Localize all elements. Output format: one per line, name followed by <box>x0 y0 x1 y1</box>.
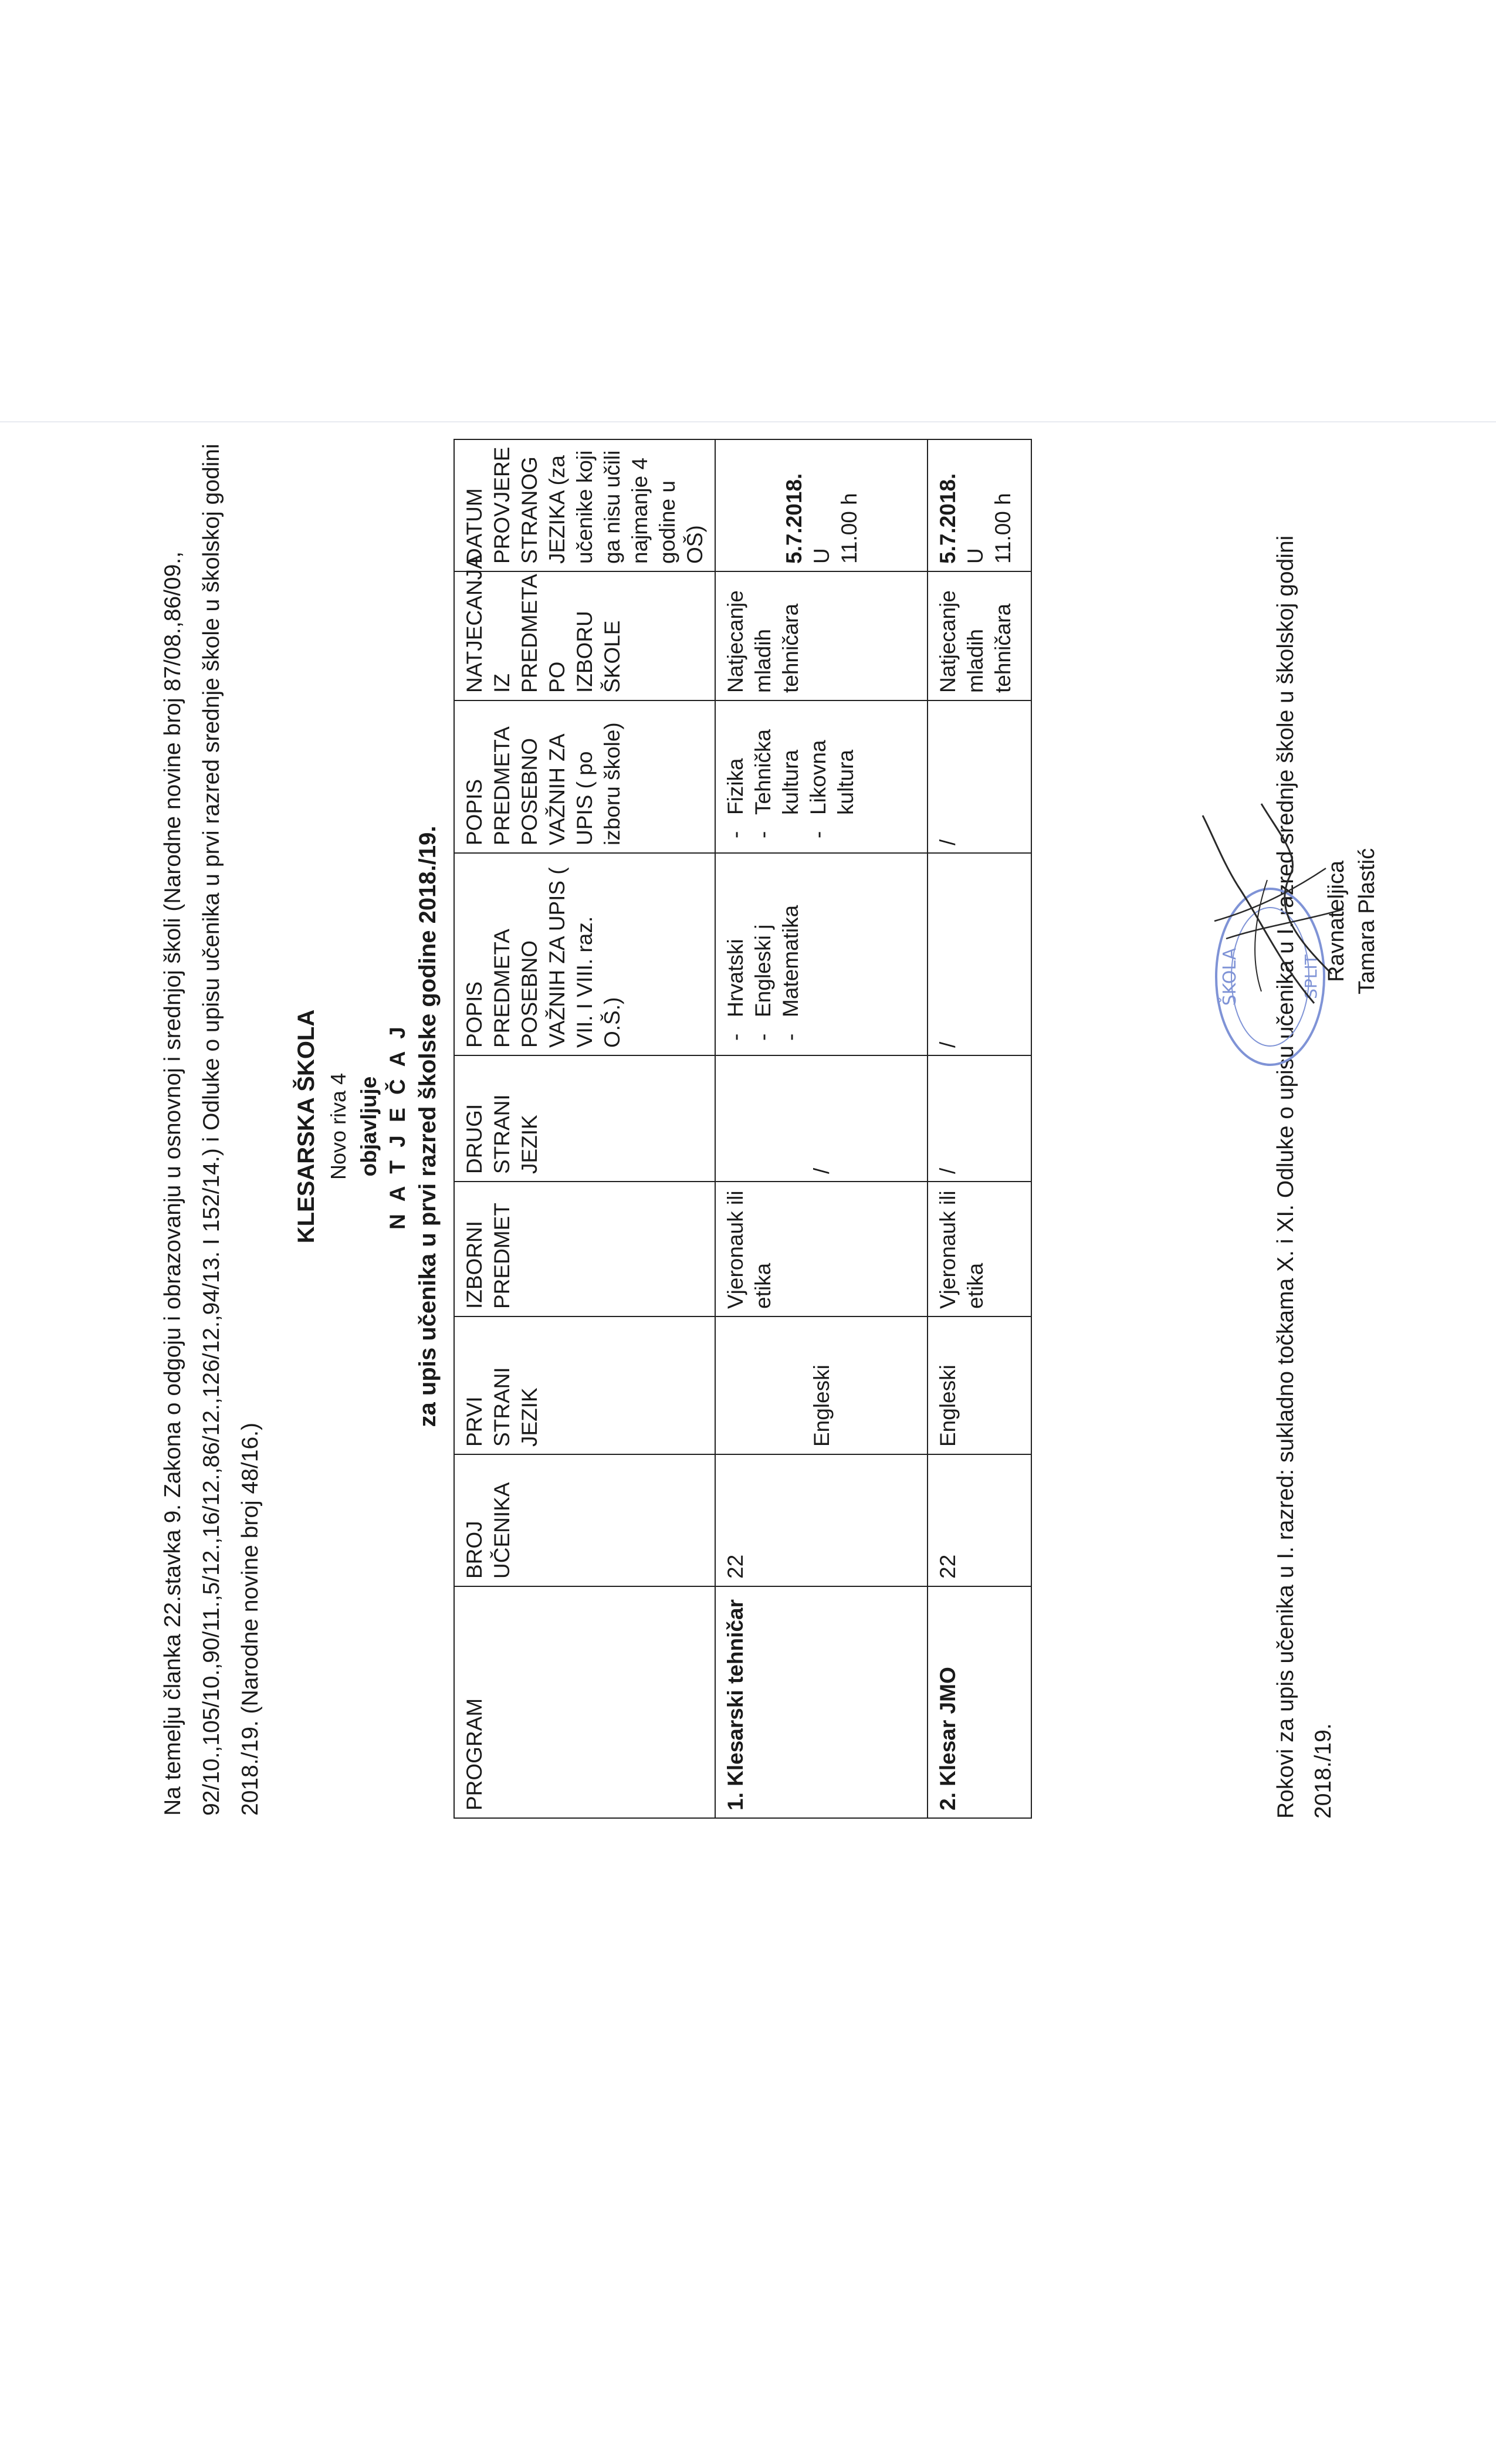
list-item: - Hrvatski <box>722 861 749 1041</box>
table-row <box>715 439 928 1818</box>
school-name: KLESARSKA ŠKOLA <box>293 1009 319 1244</box>
natjecaj-title: N A T J E Č A J <box>385 1023 409 1230</box>
program-cell: 1. Klesarski tehničar <box>715 1586 928 1818</box>
prvi-jezik-cell: Engleski <box>928 1316 1031 1454</box>
table-row <box>928 439 1031 1818</box>
header-drugi-jezik: DRUGI STRANI JEZIK <box>454 1055 715 1182</box>
natjecanja-cell: Natjecanje mladih tehničara <box>715 571 928 700</box>
list-item: - Engleski j <box>749 861 777 1041</box>
enrollment-table <box>453 439 1032 1819</box>
izborni-cell: Vjeronauk ili etika <box>928 1182 1031 1316</box>
list-item: - Likovna kultura <box>804 708 859 838</box>
popis-os-cell: / <box>928 853 1031 1055</box>
header-datum: DATUM PROVJERE STRANOG JEZIKA (za učenike koji ga nisu učili najmanje 4 godine u OŠ) <box>454 439 715 571</box>
datum-u: U <box>963 548 987 564</box>
broj-cell: 22 <box>715 1454 928 1586</box>
principal-title: Ravnateljica <box>1324 860 1349 982</box>
header-broj: BROJ UČENIKA <box>454 1454 715 1586</box>
popis-skola-cell <box>715 700 928 853</box>
scan-edge-line <box>0 421 1496 422</box>
drugi-jezik-cell: / <box>715 1055 928 1182</box>
popis-skola-cell: / <box>928 700 1031 853</box>
principal-signature-block <box>1321 848 1382 994</box>
datum-date: 5.7.2018. <box>936 473 960 564</box>
school-address: Novo riva 4 <box>326 1072 350 1180</box>
header-natjecanja: NATJECANJA IZ PREDMETA PO IZBORU ŠKOLE <box>454 571 715 700</box>
intro-paragraph: Na temelju članka 22.stavka 9. Zakona o odgoju i obrazovanju u osnovnoj i srednjoj školi (Narodne novine broj 87/08.,86/09., 92/10.,105/10.,90/11.,5/12.,16/12.,86/12.,126/12.,94/13. I 152/14.) i Odluke o upisu učenika u prvi razred srednje škole u školskoj godini 2018./19. (Narodne novine broj 48/16.) <box>160 444 263 1816</box>
program-cell: 2. Klesar JMO <box>928 1586 1031 1818</box>
prvi-jezik-cell: Engleski <box>715 1316 928 1454</box>
natjecaj-subtitle: za upis učenika u prvi razred školske godine 2018./19. <box>415 825 441 1427</box>
table-header-row <box>454 439 715 1818</box>
datum-time: 11.00 h <box>991 493 1015 564</box>
header-popis-skola: POPIS PREDMETA POSEBNO VAŽNIH ZA UPIS ( po izboru škole) <box>454 700 715 853</box>
stamp-bottom-text: SPLIT <box>1301 955 1321 999</box>
list-item: - Fizika <box>722 708 749 838</box>
list-item: - Matematika <box>777 861 804 1041</box>
header-popis-os: POPIS PREDMETA POSEBNO VAŽNIH ZA UPIS ( VII. I VIII. raz. O.Š.) <box>454 853 715 1055</box>
datum-cell <box>715 439 928 571</box>
izborni-cell: Vjeronauk ili etika <box>715 1182 928 1316</box>
principal-name: Tamara Plastić <box>1355 848 1379 994</box>
datum-cell <box>928 439 1031 571</box>
datum-time: 11.00 h <box>837 493 861 564</box>
header-izborni: IZBORNI PREDMET <box>454 1182 715 1316</box>
enrollment-deadlines: Rokovi za upis učenika u I. razred: sukladno točkama X. i XI. Odluke o upisu učenika u I. razred srednje škole u školskoj godini 2018./19. <box>1273 535 1336 1819</box>
header-program: PROGRAM <box>454 1586 715 1818</box>
popis-os-cell <box>715 853 928 1055</box>
stamp-top-text: ŠKOLA <box>1220 947 1240 1006</box>
datum-date: 5.7.2018. <box>781 473 806 564</box>
natjecanja-cell: Natjecanje mladih tehničara <box>928 571 1031 700</box>
header-prvi-jezik: PRVI STRANI JEZIK <box>454 1316 715 1454</box>
list-item: - Tehnička kultura <box>749 708 804 838</box>
datum-u: U <box>809 548 834 564</box>
drugi-jezik-cell: / <box>928 1055 1031 1182</box>
announces-label: objavljuje <box>357 1076 381 1177</box>
broj-cell: 22 <box>928 1454 1031 1586</box>
